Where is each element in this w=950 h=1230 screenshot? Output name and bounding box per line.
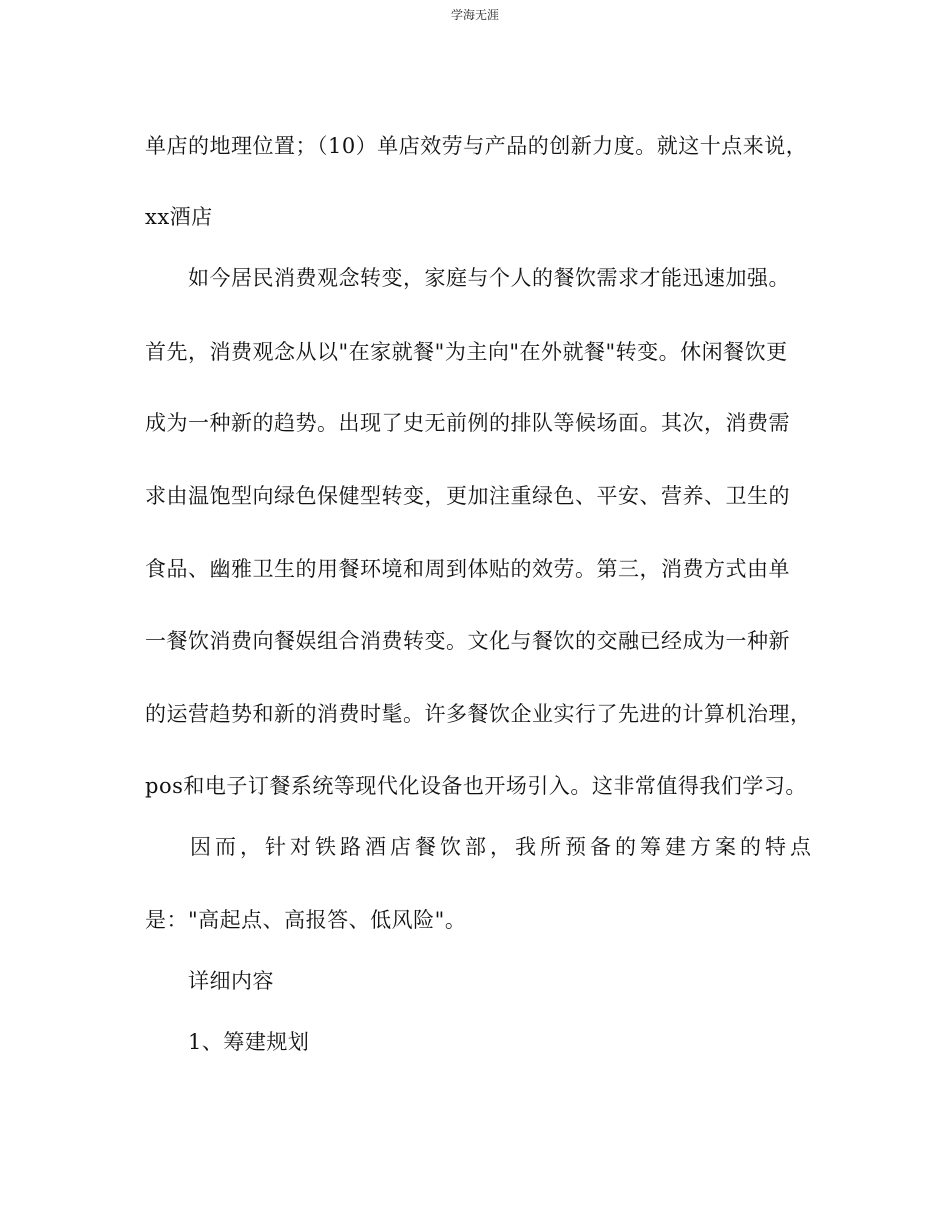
text-line-6: 求由温饱型向绿色保健型转变，更加注重绿色、平安、营养、卫生的 — [145, 484, 790, 508]
text-line-9: 的运营趋势和新的消费时髦。许多餐饮企业实行了先进的计算机治理， — [145, 702, 812, 726]
section-heading-planning: 1、筹建规划 — [188, 1030, 310, 1054]
text-line-1: 单店的地理位置；（10）单店效劳与产品的创新力度。就这十点来说， — [145, 134, 808, 158]
text-line-8: 一餐饮消费向餐娱组合消费转变。文化与餐饮的交融已经成为一种新 — [145, 629, 790, 653]
paragraph-start-plan: 因而，针对铁路酒店餐饮部，我所预备的筹建方案的特点 — [190, 835, 815, 859]
page-header: 学海无涯 — [450, 8, 499, 22]
text-line-10: pos和电子订餐系统等现代化设备也开场引入。这非常值得我们学习。 — [145, 774, 807, 798]
text-line-2: xx酒店 — [145, 205, 213, 229]
paragraph-start-consumption: 如今居民消费观念转变，家庭与个人的餐饮需求才能迅速加强。 — [188, 266, 790, 290]
section-heading-details: 详细内容 — [188, 969, 274, 993]
text-line-7: 食品、幽雅卫生的用餐环境和周到体贴的效劳。第三，消费方式由单 — [145, 557, 790, 581]
text-line-4: 首先，消费观念从以"在家就餐"为主向"在外就餐"转变。休闲餐饮更 — [145, 340, 788, 364]
text-line-12: 是："高起点、高报答、低风险"。 — [145, 908, 467, 932]
text-line-5: 成为一种新的趋势。出现了史无前例的排队等候场面。其次，消费需 — [145, 411, 790, 435]
